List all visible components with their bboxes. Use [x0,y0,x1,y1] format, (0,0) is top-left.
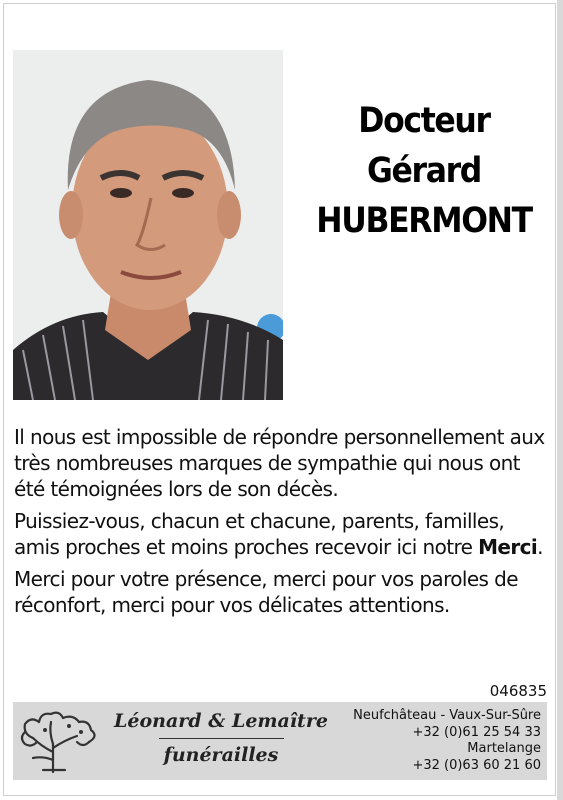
message-p2-end: . [537,535,543,559]
thank-you-message [14,424,546,624]
funeral-home-footer [13,702,547,780]
portrait-photo [13,50,283,400]
message-p2-bold: Merci [478,535,538,559]
contact-info [341,708,541,774]
brand-divider [159,738,284,739]
phone-1: +32 (0)61 25 54 33 [412,724,541,740]
name-last: HUBERMONT [316,201,532,241]
deceased-name [300,96,548,246]
location-2: Martelange [467,741,541,756]
reference-number: 046835 [489,682,547,700]
name-title: Docteur [358,101,490,141]
tree-logo-icon [19,708,101,778]
message-paragraph-1: Il nous est impossible de répondre personnellement aux très nombreuses marques de sympathie qui nous ont été témoignées lors de son décès. [14,425,545,501]
phone-2: +32 (0)63 60 21 60 [412,757,541,773]
message-p2-text: Puissiez-vous, chacun et chacune, parents, familles, amis proches et moins proches recevoir ici notre [14,509,505,559]
name-first: Gérard [366,151,481,191]
message-paragraph-2 [14,508,546,560]
funeral-home-brand [101,707,341,769]
message-paragraph-3: Merci pour votre présence, merci pour vos paroles de réconfort, merci pour vos délicates attentions. [14,567,518,617]
portrait-illustration [13,50,283,400]
brand-name: Léonard & Lemaître [114,710,328,732]
location-1: Neufchâteau - Vaux-Sur-Sûre [353,708,541,723]
brand-subtitle: funérailles [163,744,279,766]
right-edge-bar [557,0,563,800]
